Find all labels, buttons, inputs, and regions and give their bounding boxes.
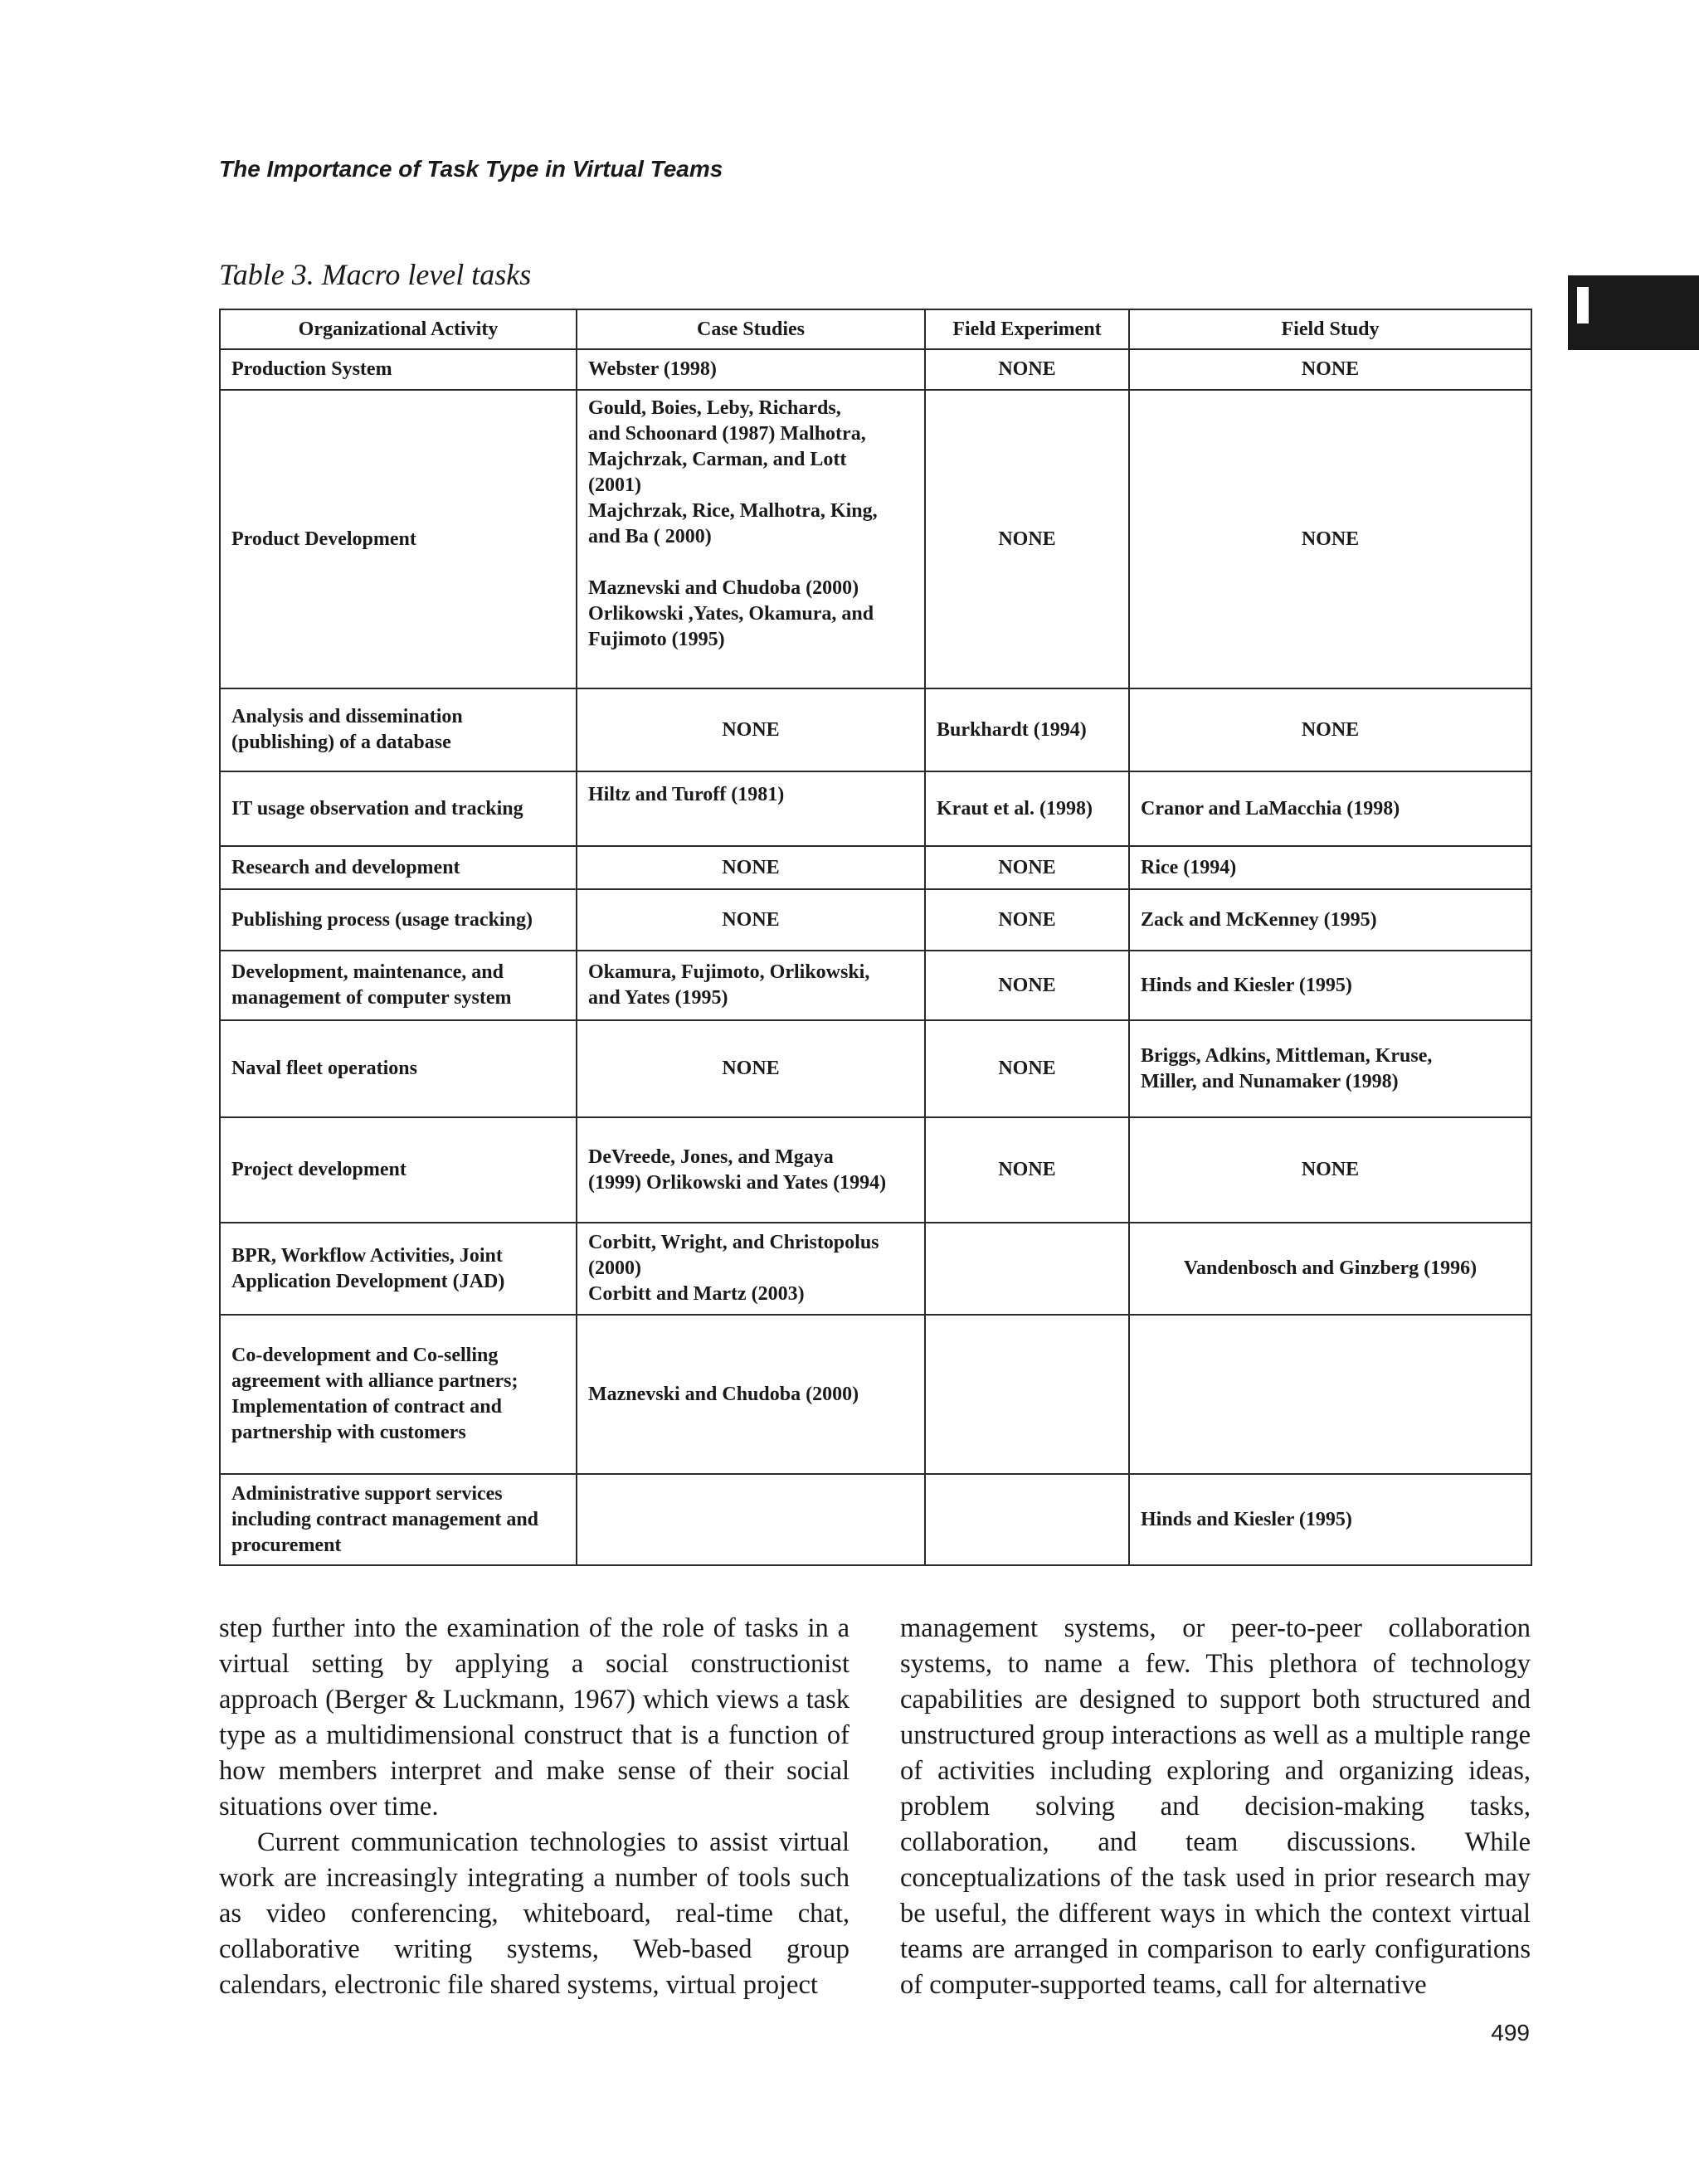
field-experiment-cell [925, 1223, 1129, 1315]
activity-cell: Co-development and Co-selling agreement with alliance partners; Implementation of contract and partnership with customers [220, 1315, 577, 1474]
case-studies-cell: Maznevski and Chudoba (2000) [577, 1315, 925, 1474]
table-row [220, 349, 1531, 390]
activity-cell: Product Development [220, 390, 577, 688]
field-study-cell: NONE [1129, 688, 1531, 771]
case-studies-cell: DeVreede, Jones, and Mgaya (1999) Orlikowski and Yates (1994) [577, 1117, 925, 1223]
activity-cell: Analysis and dissemination (publishing) of a database [220, 688, 577, 771]
activity-cell: Naval fleet operations [220, 1020, 577, 1117]
field-study-cell: Zack and McKenney (1995) [1129, 889, 1531, 951]
field-study-cell [1129, 1315, 1531, 1474]
activity-cell: IT usage observation and tracking [220, 771, 577, 846]
table-row [220, 889, 1531, 951]
case-studies-cell: Okamura, Fujimoto, Orlikowski, and Yates (1995) [577, 951, 925, 1020]
activity-cell: BPR, Workflow Activities, Joint Application Development (JAD) [220, 1223, 577, 1315]
field-experiment-cell: NONE [925, 889, 1129, 951]
body-paragraph: management systems, or peer-to-peer collaboration systems, to name a few. This plethora of technology capabilities are designed to support both structured and unstructured group interactions as well as a multiple range of activities including exploring and organizing ideas, problem solving and decision-making tasks, collaboration, and team discussions. While conceptualizations of the task used in prior research may be useful, the different ways in which the context virtual teams are arranged in comparison to early configurations of computer-supported teams, call for alternative [900, 1613, 1531, 2000]
column-header: Organizational Activity [220, 309, 577, 349]
case-studies-cell: NONE [577, 688, 925, 771]
body-text-right-column [900, 1611, 1531, 2003]
field-study-cell: NONE [1129, 349, 1531, 390]
field-study-cell: NONE [1129, 1117, 1531, 1223]
column-header: Field Experiment [925, 309, 1129, 349]
column-header: Field Study [1129, 309, 1531, 349]
activity-cell: Publishing process (usage tracking) [220, 889, 577, 951]
case-studies-cell: Gould, Boies, Leby, Richards, and Schoonard (1987) Malhotra, Majchrzak, Carman, and Lott (2001) Majchrzak, Rice, Malhotra, King, and Ba ( 2000) Maznevski and Chudoba (2000) Orlikowski ,Yates, Okamura, and Fujimoto (1995) [577, 390, 925, 688]
table-header-row [220, 309, 1531, 349]
field-experiment-cell: NONE [925, 846, 1129, 889]
table-row [220, 1117, 1531, 1223]
field-experiment-cell: NONE [925, 390, 1129, 688]
field-study-cell: Vandenbosch and Ginzberg (1996) [1129, 1223, 1531, 1315]
field-study-cell: Hinds and Kiesler (1995) [1129, 1474, 1531, 1565]
case-studies-cell: NONE [577, 1020, 925, 1117]
field-study-cell: Briggs, Adkins, Mittleman, Kruse, Miller, and Nunamaker (1998) [1129, 1020, 1531, 1117]
field-experiment-cell: NONE [925, 1117, 1129, 1223]
case-studies-cell: NONE [577, 889, 925, 951]
field-study-cell: Hinds and Kiesler (1995) [1129, 951, 1531, 1020]
field-study-cell: Rice (1994) [1129, 846, 1531, 889]
field-study-cell: Cranor and LaMacchia (1998) [1129, 771, 1531, 846]
case-studies-cell [577, 1474, 925, 1565]
field-experiment-cell: NONE [925, 1020, 1129, 1117]
running-head: The Importance of Task Type in Virtual Teams [219, 156, 723, 182]
case-studies-cell: Hiltz and Turoff (1981) [577, 771, 925, 846]
field-study-cell: NONE [1129, 390, 1531, 688]
field-experiment-cell: Kraut et al. (1998) [925, 771, 1129, 846]
table-row [220, 390, 1531, 688]
activity-cell: Project development [220, 1117, 577, 1223]
body-paragraph: Current communication technologies to assist virtual work are increasingly integrating a number of tools such as video conferencing, whiteboard, real-time chat, collaborative writing systems, Web-based group calendars, electronic file shared systems, virtual project [219, 1827, 850, 2000]
case-studies-cell: NONE [577, 846, 925, 889]
table-row [220, 951, 1531, 1020]
table-caption: Table 3. Macro level tasks [219, 258, 532, 291]
macro-level-tasks-table [219, 309, 1532, 1566]
case-studies-cell: Webster (1998) [577, 349, 925, 390]
field-experiment-cell: Burkhardt (1994) [925, 688, 1129, 771]
field-experiment-cell [925, 1315, 1129, 1474]
field-experiment-cell: NONE [925, 951, 1129, 1020]
table-row [220, 1315, 1531, 1474]
page-number: 499 [1491, 2020, 1530, 2045]
table-row [220, 1020, 1531, 1117]
body-text-left-column [219, 1611, 850, 2003]
table-row [220, 771, 1531, 846]
case-studies-cell: Corbitt, Wright, and Christopolus (2000) Corbitt and Martz (2003) [577, 1223, 925, 1315]
table-row [220, 1474, 1531, 1565]
field-experiment-cell: NONE [925, 349, 1129, 390]
body-paragraph: step further into the examination of the role of tasks in a virtual setting by applying a social constructionist approach (Berger & Luckmann, 1967) which views a task type as a multidimensional construct that is a function of how members interpret and make sense of their social situations over time. [219, 1613, 850, 1822]
column-header: Case Studies [577, 309, 925, 349]
activity-cell: Administrative support services including contract management and procurement [220, 1474, 577, 1565]
table-row [220, 846, 1531, 889]
activity-cell: Production System [220, 349, 577, 390]
activity-cell: Research and development [220, 846, 577, 889]
activity-cell: Development, maintenance, and management of computer system [220, 951, 577, 1020]
table-row [220, 688, 1531, 771]
section-tab-notch [1577, 287, 1589, 323]
field-experiment-cell [925, 1474, 1129, 1565]
table-row [220, 1223, 1531, 1315]
